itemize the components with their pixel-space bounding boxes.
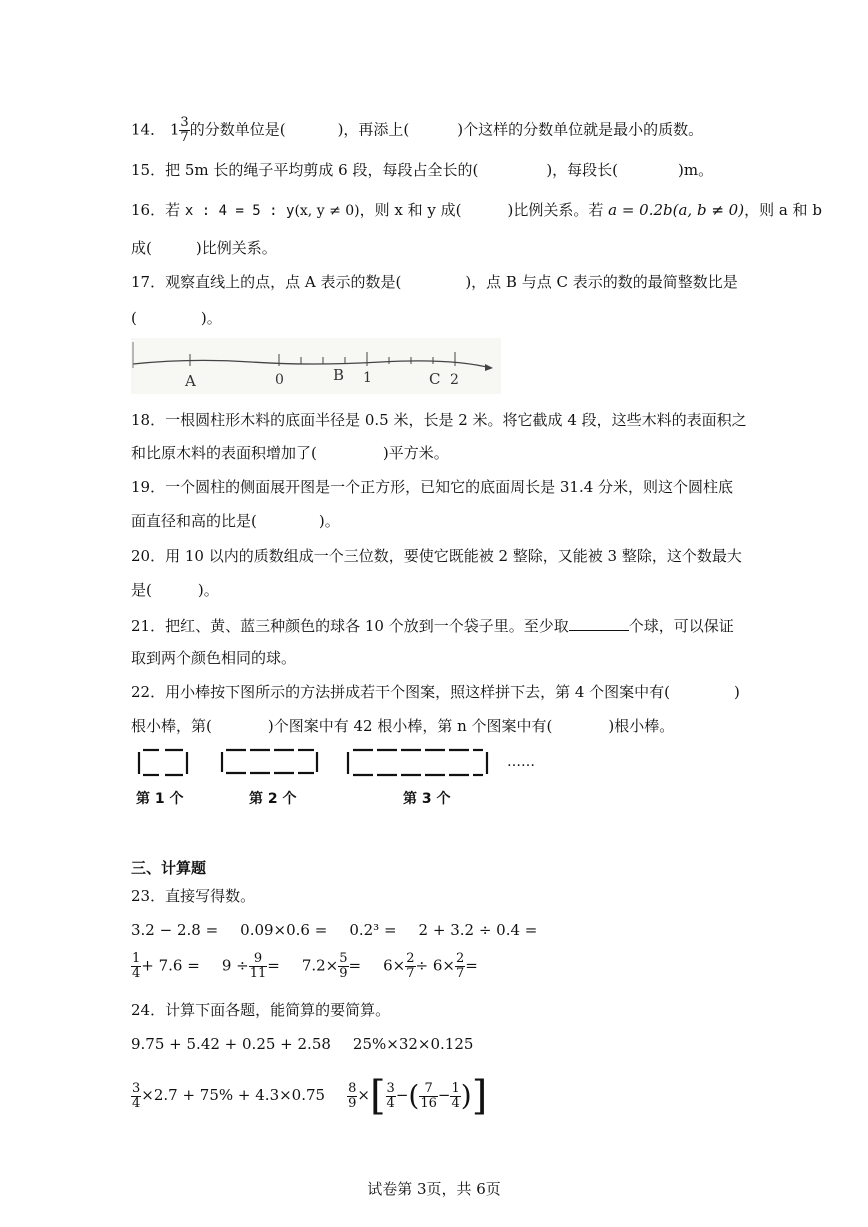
mixed-whole: 1 (169, 120, 180, 139)
question-24-row1: 9.75 + 5.42 + 0.25 + 2.58 25%×32×0.125 (131, 1035, 474, 1053)
label-one: 1 (363, 370, 372, 386)
label-two: 2 (450, 372, 459, 388)
question-20: 20．用 10 以内的质数组成一个三位数，要使它既能被 2 整除，又能被 3 整除，这个数最大 (131, 547, 742, 565)
question-19-line2: 面直径和高的比是( )。 (131, 512, 340, 530)
question-23-row2: $\frac{1}{4}$ + 7.6 = 9 ÷ $\frac{9}{11}$ = 7.2× $\frac{5}{9}$ = 6× $\frac{2}{7}$ ÷ 6× $\frac{2}{7}$ = (132, 951, 478, 981)
question-number: 14． (131, 120, 166, 139)
pattern-3 (348, 750, 487, 775)
ellipsis: …… (507, 754, 535, 770)
fraction: $\frac{3}{4}$ (132, 1080, 141, 1111)
fraction: $\frac{1}{4}$ (451, 1080, 460, 1111)
question-24-row2: $\frac{3}{4}$ ×2.7 + 75% + 4.3×0.75 $\frac{8}{9}$ ×[ $\frac{3}{4}$ −( $\frac{7}{16}$ − $\frac{1}{4}$ )] (132, 1073, 488, 1119)
question-14: 14． 1 $\frac{3}{7}$ 的分数单位是( )，再添上( )个这样的分数单位就是最小的质数。 (131, 115, 704, 145)
question-23-row1: 3.2 − 2.8 = 0.09×0.6 = 0.2³ = 2 + 3.2 ÷ 0.4 = (131, 921, 538, 939)
pattern-2 (222, 750, 317, 773)
question-23-title: 23．直接写得数。 (131, 887, 256, 905)
fraction: $\frac{7}{16}$ (420, 1080, 437, 1111)
stick-pattern-figure (131, 748, 561, 782)
answer-blank[interactable] (569, 614, 629, 631)
label-A: A (185, 372, 196, 390)
question-16-line2: 成( )比例关系。 (131, 239, 277, 257)
question-17-line2: ( )。 (131, 309, 222, 327)
number-line-figure (131, 338, 501, 394)
fraction: $\frac{2}{7}$ (406, 951, 415, 981)
section-heading: 三、计算题 (131, 859, 207, 877)
figure-label-2: 第 2 个 (249, 791, 297, 807)
question-18: 18．一根圆柱形木料的底面半径是 0.5 米，长是 2 米。将它截成 4 段，这些木料的表面积之 (131, 411, 747, 429)
label-zero: 0 (275, 372, 284, 388)
figure-label-3: 第 3 个 (403, 791, 451, 807)
question-21: 21．把红、黄、蓝三种颜色的球各 10 个放到一个袋子里。至少取 个球，可以保证 (131, 614, 734, 636)
question-24-title: 24．计算下面各题，能简算的要简算。 (131, 1001, 391, 1019)
question-17: 17．观察直线上的点，点 A 表示的数是( )，点 B 与点 C 表示的数的最简整数比是 (131, 273, 738, 291)
question-16: 16．若 x : 4 = 5 : y(x, y ≠ 0)，则 x 和 y 成( )比例关系。若 a = 0.2b(a, b ≠ 0)，则 a 和 b (131, 201, 822, 219)
pattern-1 (139, 750, 187, 775)
page-footer: 试卷第 3页，共 6页 (367, 1180, 501, 1198)
label-C: C (429, 370, 441, 388)
question-19: 19．一个圆柱的侧面展开图是一个正方形，已知它的底面周长是 31.4 分米，则这个圆柱底 (131, 478, 734, 496)
fraction: $\frac{2}{7}$ (455, 951, 465, 981)
fraction: $\frac{9}{11}$ (249, 951, 267, 981)
question-22: 22．用小棒按下图所示的方法拼成若干个图案，照这样拼下去，第 4 个图案中有( ) (131, 683, 740, 701)
fraction: $\frac{3}{4}$ (386, 1080, 395, 1111)
question-20-line2: 是( )。 (131, 581, 219, 599)
equation: a = 0.2b (608, 201, 673, 219)
question-21-line2: 取到两个颜色相同的球。 (131, 649, 297, 667)
figure-label-1: 第 1 个 (136, 791, 184, 807)
fraction: $\frac{1}{4}$ (132, 951, 141, 981)
label-B: B (333, 366, 345, 384)
fraction: $\frac{3}{7}$ (180, 115, 189, 145)
question-18-line2: 和比原木料的表面积增加了( )平方米。 (131, 444, 449, 462)
equation: x : 4 = 5 : y (184, 203, 295, 219)
fraction: $\frac{5}{9}$ (339, 951, 348, 981)
question-22-line2: 根小棒，第( )个图案中有 42 根小棒，第 n 个图案中有( )根小棒。 (131, 717, 675, 735)
fraction: $\frac{8}{9}$ (348, 1080, 357, 1111)
question-15: 15．把 5m 长的绳子平均剪成 6 段，每段占全长的( )，每段长( )m。 (131, 161, 714, 179)
